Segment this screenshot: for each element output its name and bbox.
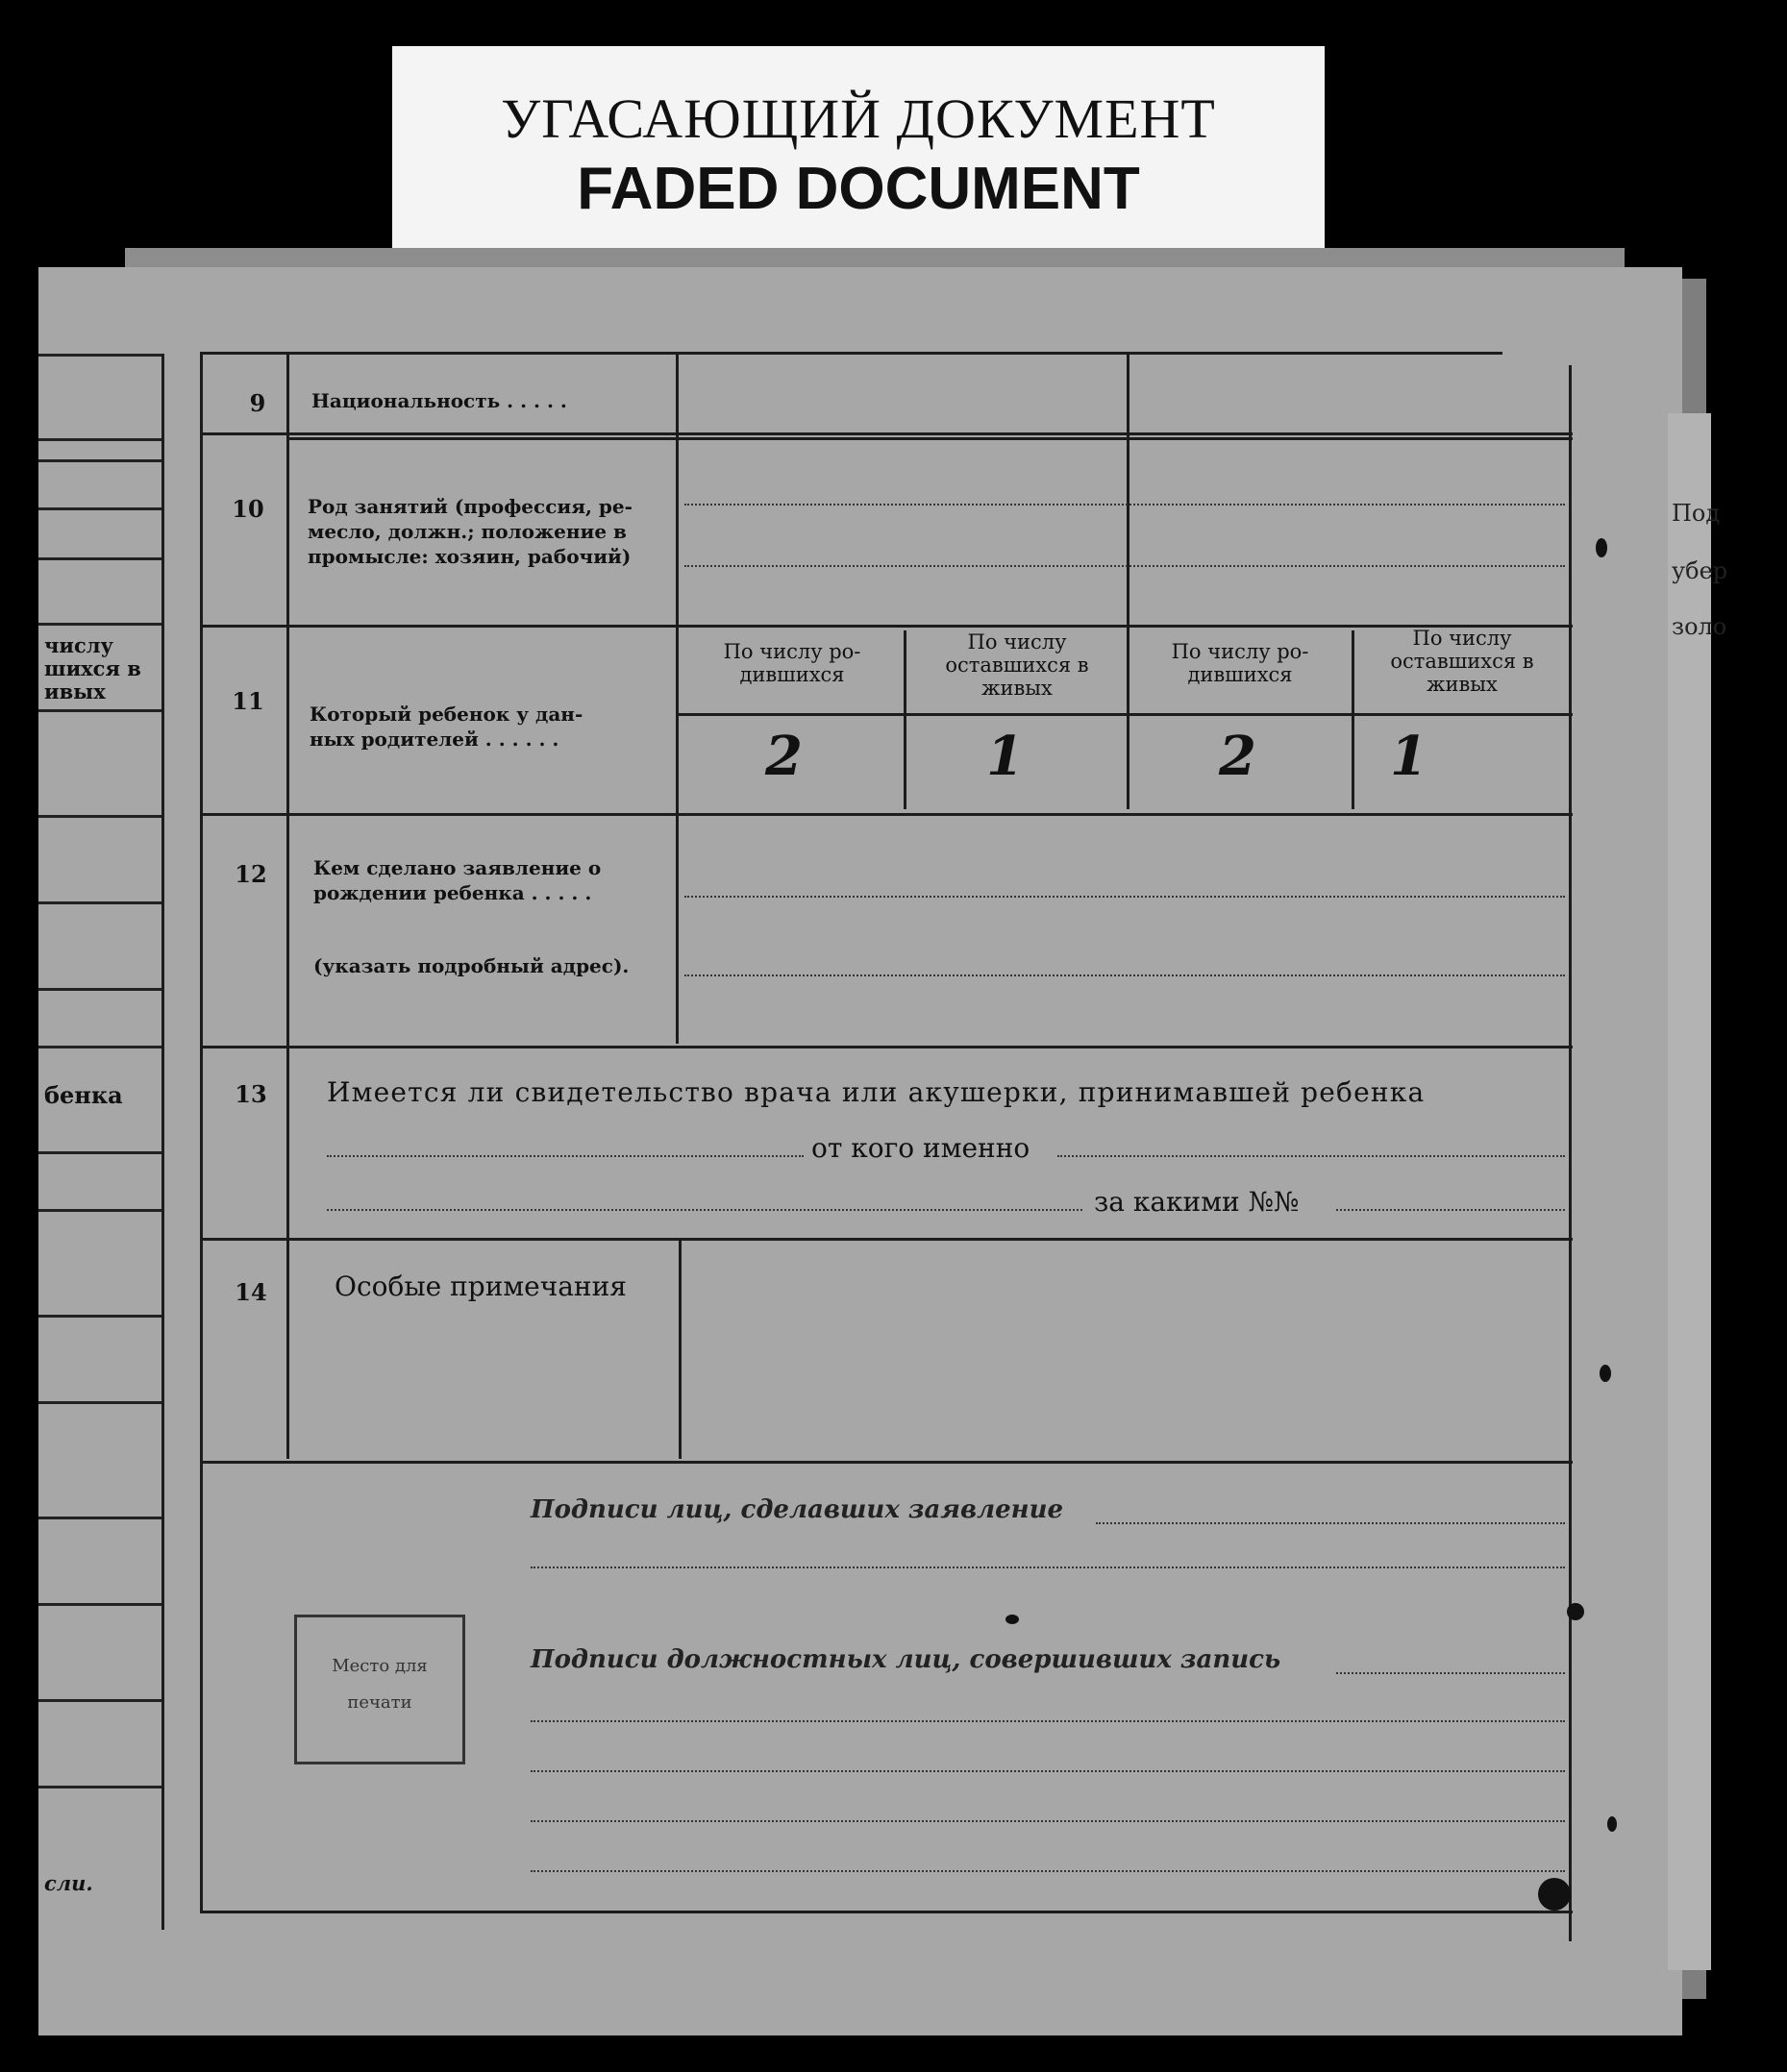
left-border [161, 354, 164, 1930]
ink-blot [1538, 1878, 1571, 1911]
applicants-signatures-label: Подписи лиц, сделавших заявление [531, 1495, 1064, 1524]
ink-blot [1596, 538, 1607, 557]
ink-blot [1607, 1816, 1617, 1832]
right-border [1569, 365, 1572, 1941]
special-notes-label: Особые примечания [335, 1270, 627, 1302]
row11-value-born-1: 2 [765, 725, 803, 788]
bottom-border [200, 1911, 1573, 1913]
previous-column-text-2: бенка [44, 1081, 123, 1109]
row13-bottom [200, 1238, 1573, 1241]
applicant-label: Кем сделано заявление о рождении ребенка . . . . . [313, 856, 602, 904]
certificate-numbers: за какими №№ [1094, 1186, 1300, 1218]
stamp-placeholder [294, 1615, 465, 1764]
ink-blot [1600, 1365, 1611, 1382]
label-russian: УГАСАЮЩИЙ ДОКУМЕНТ [501, 87, 1216, 150]
row-number-12: 12 [235, 860, 267, 888]
adjacent-page-text-3: золо [1672, 613, 1727, 640]
row9-bottom [200, 432, 1573, 435]
adjacent-page-strip [1668, 413, 1728, 1970]
faded-document-label [392, 46, 1325, 256]
officials-signatures-label: Подписи должностных лиц, совершивших запись [531, 1645, 1281, 1674]
top-border [200, 352, 1502, 355]
nationality-label: Национальность . . . . . [311, 389, 567, 412]
row14-bottom [200, 1461, 1573, 1464]
row12-bottom [200, 1046, 1573, 1048]
row-number-10: 10 [232, 495, 264, 523]
label-column-border [676, 354, 679, 1044]
previous-column-text-3: сли. [44, 1871, 93, 1895]
previous-column-strip [38, 354, 161, 1930]
label-column-border-row14 [679, 1240, 682, 1459]
numbers-column-left-border [200, 354, 203, 1911]
row-number-14: 14 [235, 1278, 267, 1306]
adjacent-page-text-2: убер [1672, 557, 1728, 584]
row-number-13: 13 [235, 1080, 267, 1108]
row11-header-alive-2: По числу оставшихся в живых [1390, 627, 1534, 696]
row11-value-born-2: 2 [1219, 725, 1256, 788]
child-order-label: Который ребенок у дан- ных родителей . . . . . . [310, 703, 583, 751]
ink-blot [1567, 1603, 1584, 1620]
row11-value-alive-2: 1 [1390, 725, 1427, 788]
row11-value-alive-1: 1 [986, 725, 1024, 788]
row11-subcolumn-1 [904, 630, 906, 809]
applicant-address-label: (указать подробный адрес). [313, 954, 630, 977]
row-number-11: 11 [232, 687, 264, 715]
row11-header-bottom [676, 713, 1573, 716]
row11-header-born-2: По числу ро- дившихся [1171, 640, 1309, 686]
certificate-question: Имеется ли свидетельство врача или акушерки, принимавшей ребенка [327, 1076, 1426, 1108]
previous-column-text-1: числу шихся в ивых [44, 633, 141, 703]
occupation-label: Род занятий (профессия, ре- месло, должн.; положение в промысле: хозяин, рабочий) [308, 495, 633, 568]
numbers-column-right-border [286, 354, 289, 1459]
row11-header-alive-1: По числу оставшихся в живых [945, 630, 1089, 700]
label-english: FADED DOCUMENT [577, 156, 1140, 222]
middle-column-border [1127, 354, 1129, 809]
row11-subcolumn-2 [1352, 630, 1354, 809]
certificate-from-whom: от кого именно [811, 1132, 1030, 1164]
stamp-placeholder-label: Место для печати [332, 1656, 428, 1713]
ink-blot [1005, 1615, 1019, 1624]
row11-header-born-1: По числу ро- дившихся [723, 640, 861, 686]
adjacent-page-text-1: Под [1672, 500, 1721, 527]
row-number-9: 9 [249, 389, 266, 417]
row11-bottom [200, 813, 1573, 816]
